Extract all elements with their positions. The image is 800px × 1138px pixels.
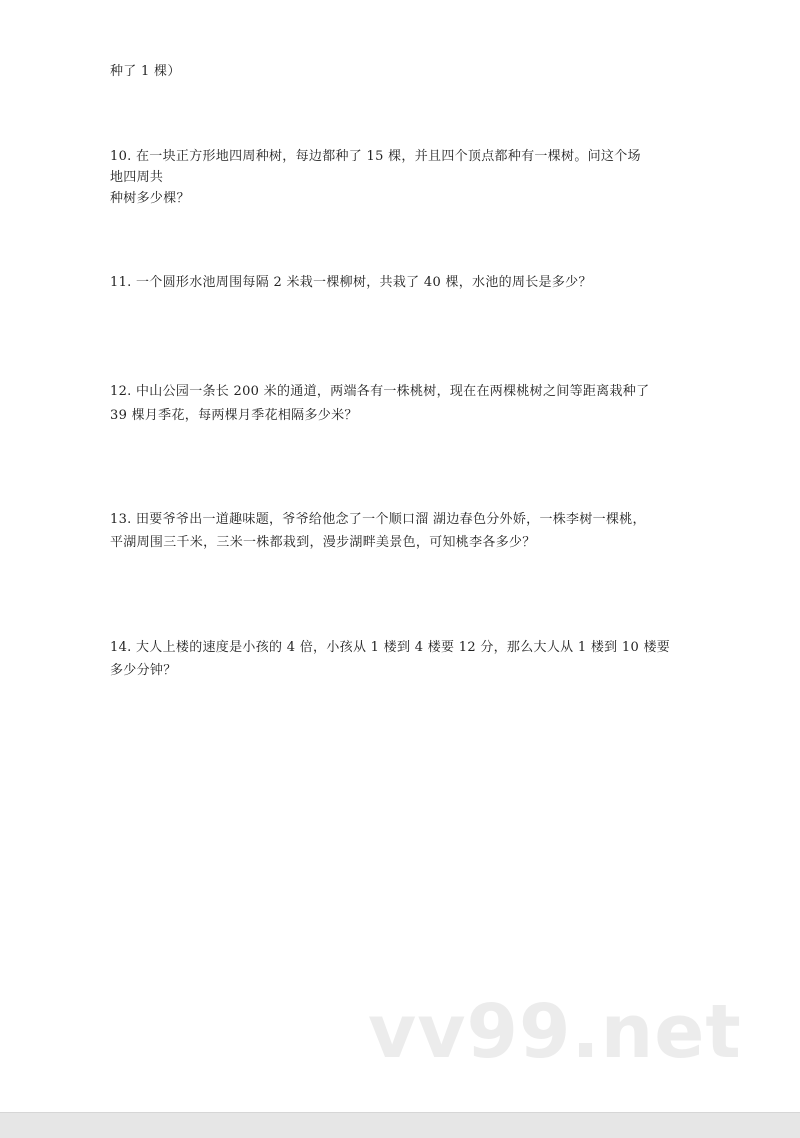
question-10-line-2: 地四周共 <box>110 170 164 185</box>
question-10-line-1: 10. 在一块正方形地四周种树，每边都种了 15 棵，并且四个顶点都种有一棵树。问这个场 <box>110 149 641 164</box>
question-14-line-1: 14. 大人上楼的速度是小孩的 4 倍，小孩从 1 楼到 4 楼要 12 分，那么大人从 1 楼到 10 楼要 <box>110 640 671 655</box>
question-12-line-1: 12. 中山公园一条长 200 米的通道，两端各有一株桃树，现在在两棵桃树之间等距离栽种了 <box>110 384 650 399</box>
question-10-line-3: 种树多少棵？ <box>110 191 190 206</box>
question-13-line-2: 平湖周围三千米，三米一株都栽到，漫步湖畔美景色，可知桃李各多少？ <box>110 535 536 550</box>
question-13-line-1: 13. 田要爷爷出一道趣味题，爷爷给他念了一个顺口溜 湖边春色分外娇，一株李树一棵桃， <box>110 512 646 527</box>
q9-continuation: 种了 1 棵） <box>110 64 181 79</box>
question-12-line-2: 39 棵月季花，每两棵月季花相隔多少米？ <box>110 408 358 423</box>
page-bottom-edge <box>0 1112 800 1138</box>
question-11: 11. 一个圆形水池周围每隔 2 米栽一棵柳树，共栽了 40 棵，水池的周长是多少？ <box>110 275 592 290</box>
watermark: vv99.net <box>368 989 742 1075</box>
question-14-line-2: 多少分钟？ <box>110 663 177 678</box>
